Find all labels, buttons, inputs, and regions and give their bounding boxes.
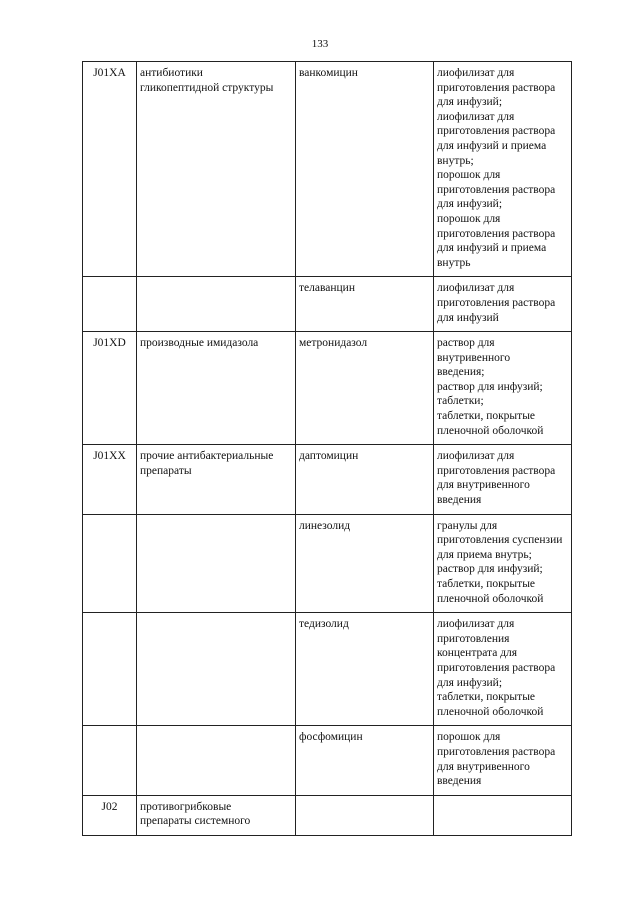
dosage-form-line: приготовления раствора: [437, 183, 556, 196]
dosage-form-line: порошок для: [437, 731, 501, 744]
drug-name-cell: фосфомицин: [296, 726, 434, 795]
dosage-form-line: для инфузий;: [437, 198, 503, 211]
dosage-form-line: для внутривенного: [437, 760, 530, 773]
dosage-form-line: раствор для инфузий;: [437, 380, 543, 393]
group-line: препараты: [140, 464, 192, 477]
dosage-form-line: введения: [437, 775, 482, 788]
table-row: [83, 514, 572, 613]
pharmacological-group-cell: [137, 514, 296, 613]
dosage-form-line: лиофилизат для: [437, 67, 515, 79]
dosage-form-line: для внутривенного: [437, 479, 530, 492]
dosage-form-cell: [434, 332, 572, 445]
drug-name-cell: [296, 795, 434, 835]
drug-classification-table: [82, 61, 572, 836]
dosage-form-line: лиофилизат для: [437, 618, 515, 631]
dosage-form-line: таблетки, покрытые: [437, 691, 536, 704]
dosage-form-line: раствор для внутривенного: [437, 337, 511, 364]
dosage-form-line: лиофилизат для: [437, 282, 515, 295]
drug-name-cell: тедизолид: [296, 613, 434, 726]
dosage-form-line: приготовления раствора: [437, 661, 556, 674]
dosage-form-line: пленочной оболочкой: [437, 705, 544, 718]
dosage-form-line: пленочной оболочкой: [437, 592, 544, 605]
group-line: гликопептидной структуры: [140, 81, 274, 94]
group-line: производные имидазола: [140, 337, 259, 350]
page-number: 133: [311, 38, 329, 50]
dosage-form-line: для инфузий и приема: [437, 139, 547, 152]
table-row: [83, 613, 572, 726]
atc-code-cell: [83, 613, 137, 726]
dosage-form-line: внутрь;: [437, 154, 474, 167]
drug-name-cell: метронидазол: [296, 332, 434, 445]
dosage-form-line: таблетки, покрытые: [437, 410, 536, 423]
dosage-form-line: для инфузий и приема: [437, 242, 547, 255]
dosage-form-line: лиофилизат для: [437, 110, 515, 123]
dosage-form-cell: [434, 445, 572, 514]
dosage-form-line: приготовления раствора: [437, 464, 556, 477]
group-line: антибиотики: [140, 67, 203, 79]
dosage-form-line: приготовления раствора: [437, 81, 556, 94]
table-row: [83, 277, 572, 332]
dosage-form-line: введения: [437, 494, 482, 507]
drug-name-cell: линезолид: [296, 514, 434, 613]
group-line: противогрибковые: [140, 800, 232, 813]
drug-name-cell: ванкомицин: [296, 62, 434, 277]
dosage-form-cell: [434, 277, 572, 332]
dosage-form-line: порошок для: [437, 212, 501, 225]
dosage-form-line: таблетки, покрытые: [437, 578, 536, 590]
pharmacological-group-cell: [137, 726, 296, 795]
pharmacological-group-cell: [137, 445, 296, 514]
pharmacological-group-cell: [137, 277, 296, 332]
dosage-form-cell: [434, 726, 572, 795]
dosage-form-line: пленочной оболочкой: [437, 424, 544, 437]
atc-code-cell: [83, 277, 137, 332]
table-row: [83, 332, 572, 445]
dosage-form-cell: [434, 795, 572, 835]
pharmacological-group-cell: [137, 795, 296, 835]
dosage-form-line: лиофилизат для: [437, 450, 515, 463]
atc-code-cell: [83, 726, 137, 795]
atc-code-cell: J02: [83, 795, 137, 835]
dosage-form-line: раствор для инфузий;: [437, 563, 543, 576]
dosage-form-line: порошок для: [437, 169, 501, 182]
dosage-form-line: для инфузий;: [437, 676, 503, 689]
dosage-form-cell: [434, 613, 572, 726]
table-row: [83, 726, 572, 795]
table-row: [83, 795, 572, 835]
dosage-form-line: гранулы для: [437, 519, 498, 532]
pharmacological-group-cell: [137, 332, 296, 445]
table-row: [83, 445, 572, 514]
dosage-form-line: для инфузий;: [437, 96, 503, 109]
group-line: прочие антибактериальные: [140, 450, 274, 463]
dosage-form-line: приготовления суспензии: [437, 534, 563, 547]
atc-code-cell: J01XD: [83, 332, 137, 445]
pharmacological-group-cell: [137, 613, 296, 726]
dosage-form-line: приготовления раствора: [437, 125, 556, 138]
dosage-form-line: приготовления раствора: [437, 745, 556, 758]
atc-code-cell: J01XX: [83, 445, 137, 514]
dosage-form-line: для приема внутрь;: [437, 548, 532, 561]
pharmacological-group-cell: [137, 62, 296, 277]
dosage-form-line: приготовления раствора: [437, 296, 556, 309]
dosage-form-cell: [434, 514, 572, 613]
table-body: [83, 62, 572, 836]
dosage-form-line: концентрата для: [437, 647, 518, 660]
dosage-form-line: приготовления раствора: [437, 227, 556, 240]
dosage-form-line: внутрь: [437, 256, 471, 269]
dosage-form-line: для инфузий: [437, 311, 499, 324]
dosage-form-line: таблетки;: [437, 395, 484, 408]
group-line: препараты системного: [140, 815, 251, 828]
dosage-form-line: введения;: [437, 366, 485, 379]
drug-name-cell: даптомицин: [296, 445, 434, 514]
drug-name-cell: телаванцин: [296, 277, 434, 332]
dosage-form-line: приготовления: [437, 632, 510, 645]
dosage-form-cell: [434, 62, 572, 277]
atc-code-cell: J01XA: [83, 62, 137, 277]
table-row: [83, 62, 572, 277]
atc-code-cell: [83, 514, 137, 613]
